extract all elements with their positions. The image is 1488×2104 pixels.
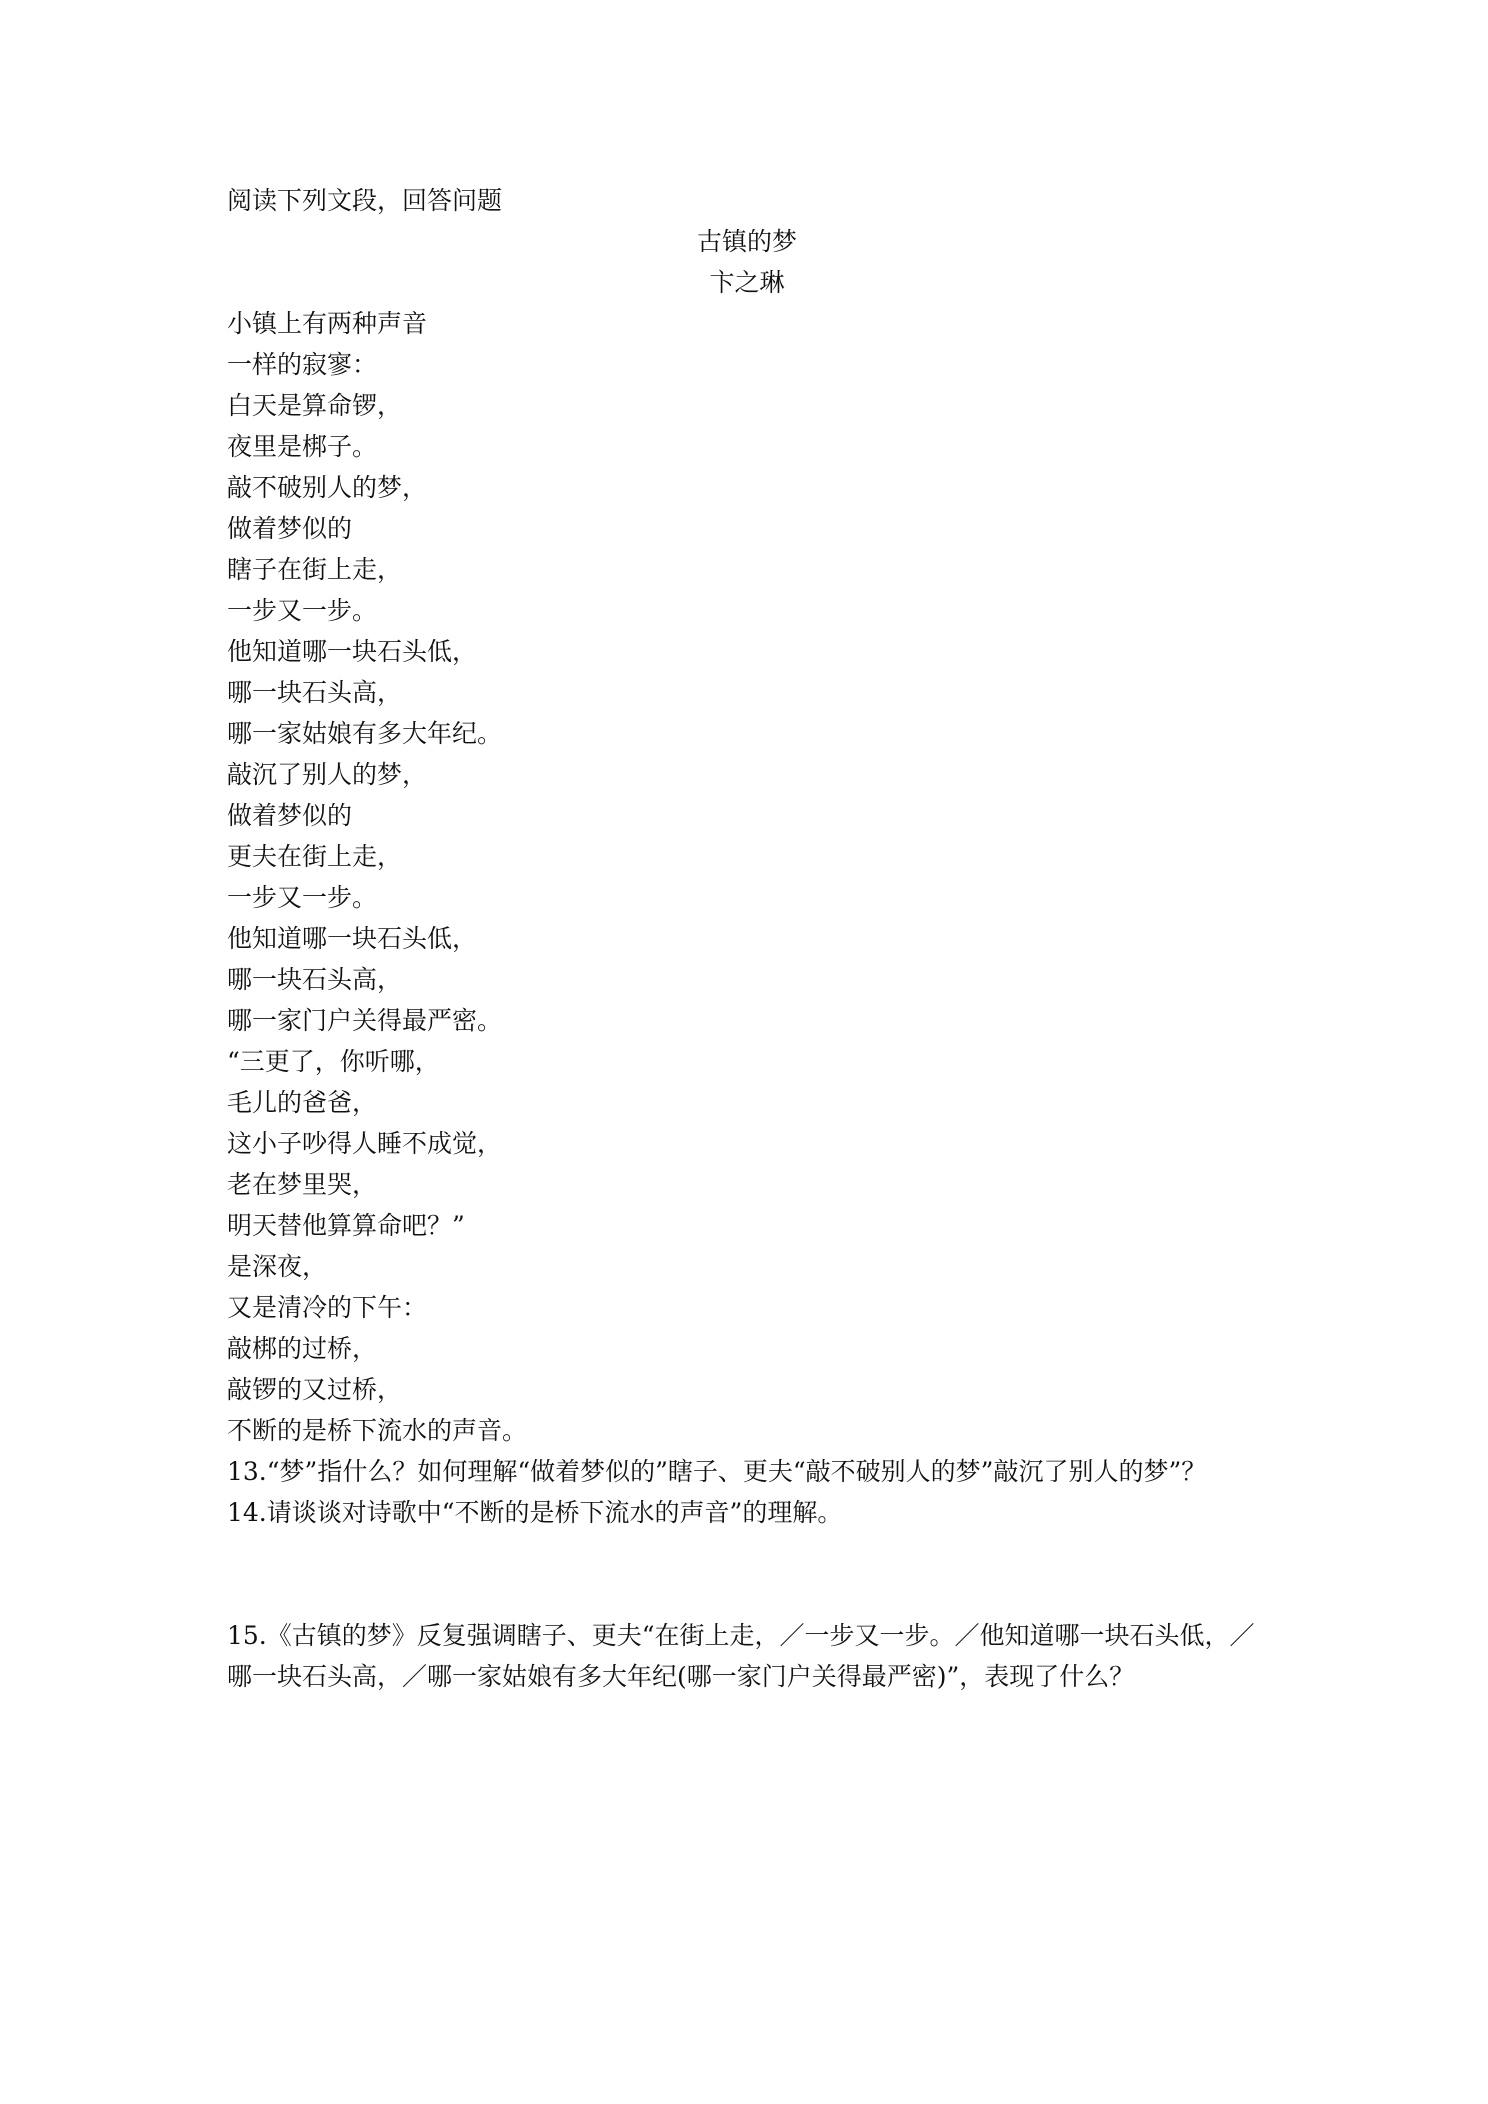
question-15: 15.《古镇的梦》反复强调瞎子、更夫“在街上走，／一步又一步。／他知道哪一块石头低，／哪一块石头高，／哪一家姑娘有多大年纪(哪一家门户关得最严密)”，表现了什么？	[227, 1621, 1255, 1691]
poem-line: 哪一块石头高，	[227, 965, 403, 994]
poem-line: 毛儿的爸爸，	[227, 1088, 378, 1117]
poem-line: 夜里是梆子。	[227, 432, 378, 461]
poem-line: 敲锣的又过桥，	[227, 1375, 403, 1404]
poem-line: 白天是算命锣，	[227, 391, 403, 420]
poem-line: 老在梦里哭，	[227, 1170, 378, 1199]
poem-line: 敲沉了别人的梦，	[227, 760, 428, 789]
poem-body	[227, 303, 1267, 1451]
poem-line: 小镇上有两种声音	[227, 309, 428, 338]
poem-title: 古镇的梦	[696, 227, 797, 256]
poem-line: 明天替他算算命吧？”	[227, 1211, 465, 1240]
poem-line: 一样的寂寥：	[227, 350, 378, 379]
poem-line: 做着梦似的	[227, 514, 353, 543]
poem-line: 不断的是桥下流水的声音。	[227, 1416, 528, 1445]
poem-line: 一步又一步。	[227, 596, 378, 625]
poem-line: 是深夜，	[227, 1252, 328, 1281]
poem-line: 哪一家门户关得最严密。	[227, 1006, 503, 1035]
poem-line: “三更了，你听哪，	[227, 1047, 440, 1076]
poem-author: 卞之琳	[709, 268, 785, 297]
document-page	[227, 180, 1267, 1697]
poem-line: 做着梦似的	[227, 801, 353, 830]
instruction-text: 阅读下列文段，回答问题	[227, 186, 503, 215]
poem-line: 又是清冷的下午：	[227, 1293, 428, 1322]
poem-line: 哪一块石头高，	[227, 678, 403, 707]
poem-line: 瞎子在街上走，	[227, 555, 403, 584]
poem-line: 这小子吵得人睡不成觉，	[227, 1129, 503, 1158]
question-13: 13.“梦”指什么？如何理解“做着梦似的”瞎子、更夫“敲不破别人的梦”敲沉了别人的梦”？	[227, 1457, 1207, 1486]
poem-line: 更夫在街上走，	[227, 842, 403, 871]
answer-space	[227, 1533, 1267, 1615]
poem-line: 敲梆的过桥，	[227, 1334, 378, 1363]
poem-line: 他知道哪一块石头低，	[227, 924, 478, 953]
poem-line: 敲不破别人的梦，	[227, 473, 428, 502]
question-14: 14.请谈谈对诗歌中“不断的是桥下流水的声音”的理解。	[227, 1498, 843, 1527]
poem-line: 哪一家姑娘有多大年纪。	[227, 719, 503, 748]
poem-line: 一步又一步。	[227, 883, 378, 912]
poem-line: 他知道哪一块石头低，	[227, 637, 478, 666]
